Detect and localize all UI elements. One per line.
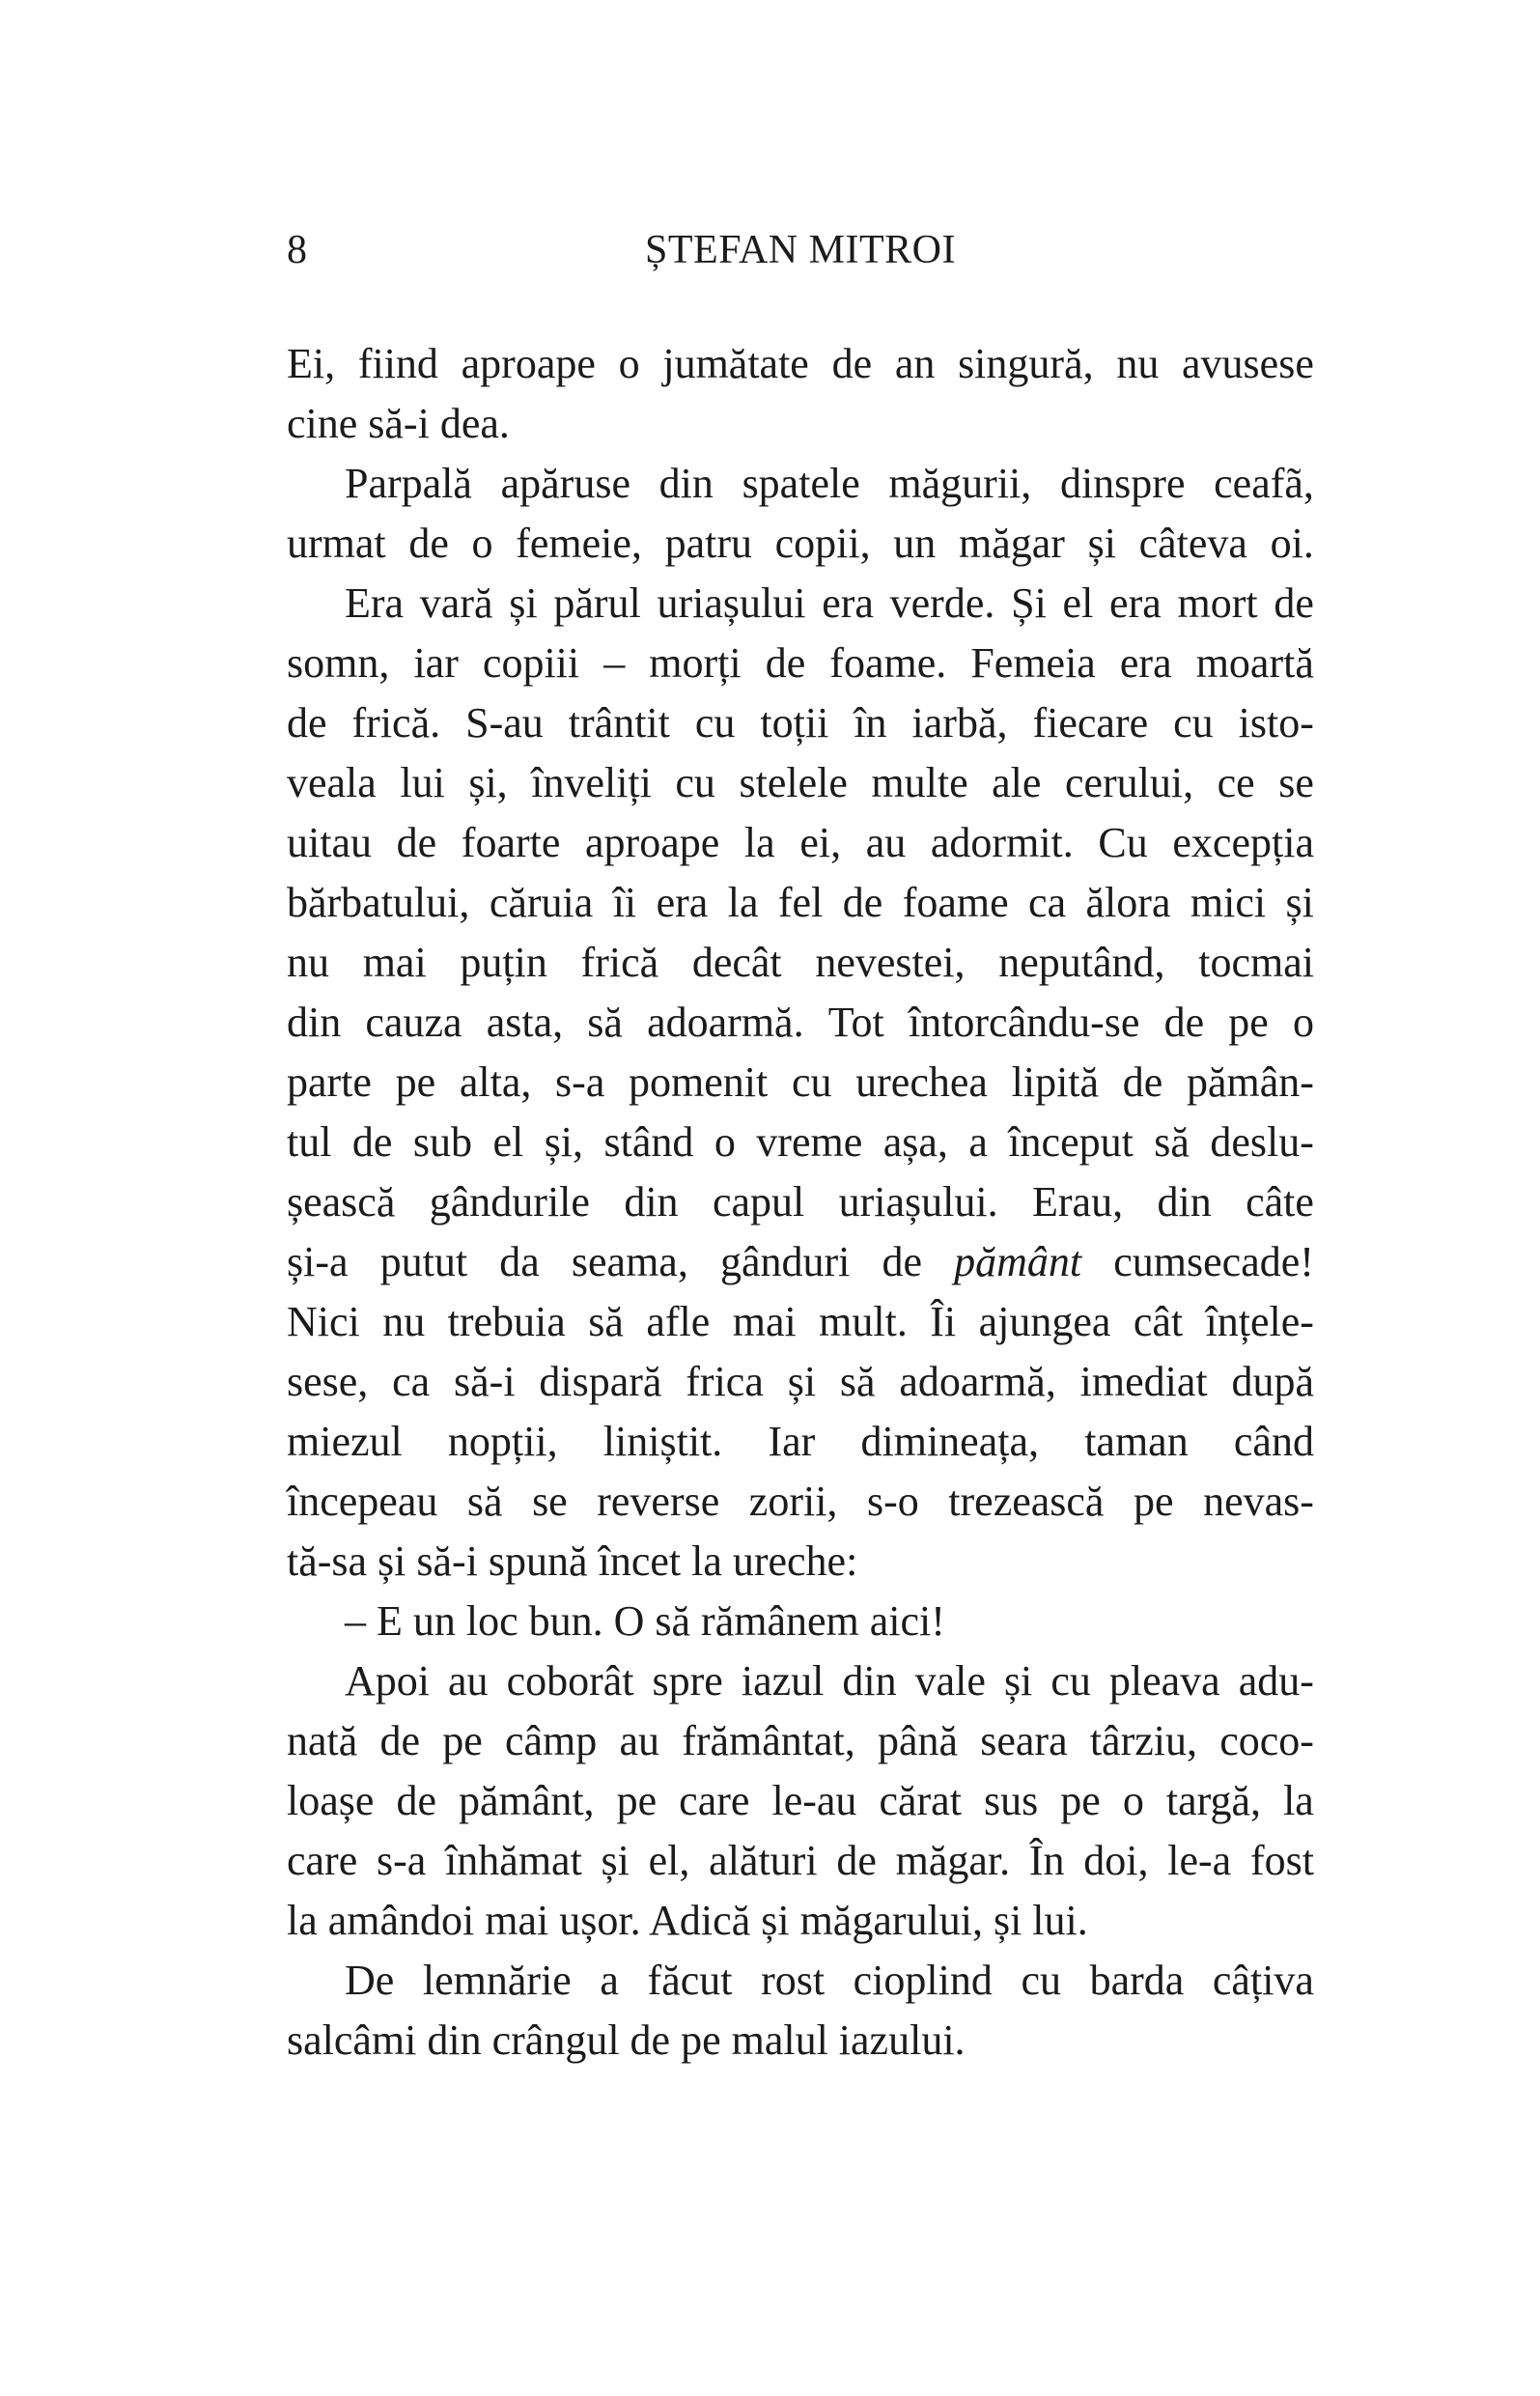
word: de xyxy=(831,340,873,387)
text-line xyxy=(287,1532,1314,1592)
word: veala xyxy=(287,759,377,806)
word: ei, xyxy=(799,819,842,866)
word: frică xyxy=(580,939,659,986)
word: cu xyxy=(1050,1657,1091,1705)
word: să xyxy=(587,999,623,1046)
word: o xyxy=(1293,999,1314,1046)
word: de xyxy=(1163,999,1205,1046)
word: când xyxy=(1233,1418,1314,1465)
word: a xyxy=(968,1118,988,1166)
text-line xyxy=(287,1771,1314,1831)
word: de xyxy=(351,1118,393,1166)
word: stând xyxy=(603,1118,694,1166)
word: Cu xyxy=(1098,819,1148,866)
text-line xyxy=(287,1891,1314,1951)
word: rost xyxy=(761,1957,826,2004)
word: s-o xyxy=(866,1478,919,1525)
word: iazul xyxy=(741,1657,825,1705)
word: loașe xyxy=(287,1777,375,1824)
word: de xyxy=(1274,579,1314,627)
word: urechea xyxy=(855,1058,988,1106)
word: frică. xyxy=(351,699,441,747)
word: pe xyxy=(616,1777,658,1824)
word: nu xyxy=(382,1298,426,1345)
word: Iar xyxy=(768,1418,816,1465)
word: și xyxy=(509,579,538,627)
word: Era xyxy=(345,579,405,627)
word: și xyxy=(1003,1657,1033,1705)
word: frica xyxy=(686,1358,764,1405)
word: tul xyxy=(287,1118,332,1166)
word: șească xyxy=(287,1178,396,1226)
word: În xyxy=(1028,1837,1065,1884)
word: din xyxy=(624,1178,679,1226)
word: uriașului xyxy=(657,579,806,627)
word: oi. xyxy=(1270,520,1314,567)
word: târziu, xyxy=(1089,1717,1197,1764)
word: s-a xyxy=(555,1058,605,1106)
text-line xyxy=(287,813,1314,873)
word: începeau xyxy=(287,1478,438,1525)
word: patru xyxy=(664,520,752,567)
word: de xyxy=(882,1238,923,1285)
word: puțin xyxy=(460,939,547,986)
word: alta, xyxy=(459,1058,532,1106)
word: Femeia xyxy=(970,639,1096,687)
word: pe xyxy=(395,1058,436,1106)
word: avusese xyxy=(1182,340,1314,387)
word: cumsecade! xyxy=(1113,1238,1314,1285)
word: să-i xyxy=(454,1358,516,1405)
word: el xyxy=(492,1118,524,1166)
word: măgar xyxy=(958,520,1065,567)
word: ca xyxy=(392,1358,431,1405)
word: imediat xyxy=(1079,1358,1208,1405)
word: lui xyxy=(400,759,445,806)
text-segment: tă-sa și să-i spună încet la ureche: xyxy=(287,1537,858,1585)
word: taman xyxy=(1084,1418,1189,1465)
word: de xyxy=(379,1717,421,1764)
word: reverse xyxy=(597,1478,720,1525)
page-text xyxy=(287,334,1314,2071)
word: și, xyxy=(468,759,508,806)
word: căruia xyxy=(489,879,594,926)
word: de xyxy=(396,1777,436,1824)
word: fiind xyxy=(357,340,438,387)
word: mai xyxy=(362,939,427,986)
text-line xyxy=(287,394,1314,454)
word: fiecare xyxy=(1032,699,1149,747)
word: uriașului. xyxy=(838,1178,998,1226)
word: neputând, xyxy=(998,939,1165,986)
word: așa, xyxy=(882,1118,948,1166)
word: barda xyxy=(1089,1957,1185,2004)
word: nevestei, xyxy=(815,939,966,986)
word: S-au xyxy=(465,699,544,747)
text-segment: – E un loc bun. O să rămânem aici! xyxy=(345,1597,945,1645)
word: targă, xyxy=(1165,1777,1262,1824)
word: câmp xyxy=(504,1717,598,1764)
word: iar xyxy=(413,639,459,687)
word: capul xyxy=(712,1178,805,1226)
word: pe xyxy=(1060,1777,1101,1824)
word: început xyxy=(1008,1118,1134,1166)
word: măgar. xyxy=(895,1837,1011,1884)
word: înhămat xyxy=(445,1837,582,1884)
word: Și xyxy=(1011,579,1047,627)
word: mult. xyxy=(819,1298,908,1345)
word: vale xyxy=(914,1657,986,1705)
word: femeie, xyxy=(516,520,642,567)
word: copii, xyxy=(774,520,871,567)
word: fost xyxy=(1249,1837,1314,1884)
word: ale xyxy=(992,759,1042,806)
word: era xyxy=(1109,579,1162,627)
word: câteva xyxy=(1138,520,1247,567)
word: lipită xyxy=(1011,1058,1100,1106)
text-line xyxy=(287,574,1314,634)
word: cu xyxy=(694,699,736,747)
word: adormit. xyxy=(930,819,1074,866)
word: un xyxy=(893,520,937,567)
word: și xyxy=(787,1358,817,1405)
text-line xyxy=(287,873,1314,933)
word: copiii xyxy=(482,639,580,687)
word: el xyxy=(1062,579,1094,627)
word: morți xyxy=(649,639,742,687)
word: o xyxy=(618,340,640,387)
word: nu xyxy=(287,939,329,986)
word: le-a xyxy=(1167,1837,1232,1884)
word: din xyxy=(658,460,714,507)
word: se xyxy=(1278,759,1314,806)
word: ceafã, xyxy=(1214,460,1314,507)
word: să xyxy=(1154,1118,1190,1166)
word: și xyxy=(1087,520,1116,567)
text-line xyxy=(287,1831,1314,1891)
word: cerului, xyxy=(1064,759,1194,806)
word: cioplind xyxy=(853,1957,993,2004)
page-number: 8 xyxy=(287,228,307,272)
word: dispară xyxy=(539,1358,662,1405)
word: cauza xyxy=(365,999,462,1046)
word: seama, xyxy=(571,1238,688,1285)
word: somn, xyxy=(287,639,390,687)
word: fel xyxy=(777,879,824,926)
word: făcut xyxy=(647,1957,733,2004)
word: să xyxy=(839,1358,876,1405)
word: trântit xyxy=(568,699,670,747)
word: lemnărie xyxy=(422,1957,572,2004)
word: și xyxy=(1285,879,1314,926)
word: putut xyxy=(379,1238,468,1285)
word: de xyxy=(765,639,806,687)
text-segment: salcâmi din crângul de pe malul iazului. xyxy=(287,2016,966,2064)
word: dimineața, xyxy=(860,1418,1039,1465)
word: frământat, xyxy=(682,1717,855,1764)
text-line xyxy=(287,1651,1314,1711)
word: era xyxy=(656,879,709,926)
word: seara xyxy=(980,1717,1068,1764)
word: mai xyxy=(732,1298,797,1345)
word: câțiva xyxy=(1212,1957,1314,2004)
word: gândurile xyxy=(429,1178,590,1226)
word: măgurii, xyxy=(888,460,1032,507)
word: pleava xyxy=(1108,1657,1220,1705)
word: care xyxy=(287,1837,358,1884)
text-line xyxy=(287,1113,1314,1172)
word: pe xyxy=(1134,1478,1174,1525)
word: trezească xyxy=(948,1478,1105,1525)
word: să xyxy=(466,1478,503,1525)
word: sub xyxy=(412,1118,473,1166)
word: înveliți xyxy=(531,759,652,806)
text-line xyxy=(287,514,1314,574)
word: Nici xyxy=(287,1298,360,1345)
word: moartă xyxy=(1195,639,1314,687)
word: câte xyxy=(1246,1178,1314,1226)
word: coborât xyxy=(506,1657,634,1705)
word: la xyxy=(727,879,759,926)
word: afle xyxy=(646,1298,711,1345)
text-line xyxy=(287,1412,1314,1472)
word: – xyxy=(603,639,626,687)
word: din xyxy=(1157,1178,1212,1226)
word: adoarmă. xyxy=(647,999,804,1046)
word: o xyxy=(714,1118,736,1166)
word: ajungea xyxy=(978,1298,1111,1345)
word: Parpală xyxy=(345,460,472,507)
word: alături xyxy=(709,1837,818,1884)
word: Erau, xyxy=(1032,1178,1124,1226)
text-line xyxy=(287,933,1314,993)
word: cu xyxy=(1021,1957,1061,2004)
text-segment: la amândoi mai ușor. Adică și măgarului, și lui. xyxy=(287,1897,1088,1944)
word: sese, xyxy=(287,1358,369,1405)
word: și, xyxy=(544,1118,584,1166)
word: uitau xyxy=(287,819,372,866)
word: în xyxy=(854,699,887,747)
word: aproape xyxy=(461,340,596,387)
word: foarte xyxy=(461,819,561,866)
word: trebuia xyxy=(447,1298,566,1345)
text-line xyxy=(287,1172,1314,1232)
text-line xyxy=(287,2011,1314,2071)
word: stelele xyxy=(739,759,848,806)
word: de xyxy=(842,879,883,926)
word: cu xyxy=(675,759,715,806)
text-line xyxy=(287,334,1314,394)
word: da xyxy=(499,1238,540,1285)
word: de xyxy=(396,819,437,866)
word: nopții, xyxy=(447,1418,558,1465)
word: vreme xyxy=(756,1118,863,1166)
text-line xyxy=(287,454,1314,514)
text-line xyxy=(287,1711,1314,1771)
word: sus xyxy=(983,1777,1039,1824)
word: isto- xyxy=(1238,699,1314,747)
word: cu xyxy=(1173,699,1214,747)
text-line xyxy=(287,1232,1314,1292)
word: Îi xyxy=(930,1298,957,1345)
word: toții xyxy=(760,699,829,747)
word: pământ, xyxy=(459,1777,595,1824)
word: după xyxy=(1231,1358,1314,1405)
word: tocmai xyxy=(1198,939,1314,986)
word: nată xyxy=(287,1717,358,1764)
word: verde. xyxy=(889,579,995,627)
word: spre xyxy=(652,1657,723,1705)
word: De xyxy=(345,1957,395,2004)
word: coco- xyxy=(1219,1717,1314,1764)
text-line xyxy=(287,1592,1314,1651)
word: iarbă, xyxy=(911,699,1008,747)
word: parte xyxy=(287,1058,372,1106)
word: bărbatului, xyxy=(287,879,470,926)
word: singură, xyxy=(958,340,1094,387)
word: dinspre xyxy=(1059,460,1186,507)
word: adoarmă, xyxy=(899,1358,1056,1405)
word: era xyxy=(1119,639,1172,687)
word: gânduri xyxy=(719,1238,851,1285)
text-line xyxy=(287,693,1314,753)
page-header xyxy=(287,226,1314,274)
word: de xyxy=(408,520,449,567)
word: să xyxy=(588,1298,624,1345)
word: pe xyxy=(1228,999,1269,1046)
word: spatele xyxy=(742,460,860,507)
word: foame xyxy=(902,879,1009,926)
running-title: ȘTEFAN MITROI xyxy=(645,228,956,272)
text-line xyxy=(287,1352,1314,1412)
text-line xyxy=(287,1292,1314,1352)
text-line xyxy=(287,753,1314,813)
word: mort xyxy=(1177,579,1258,627)
word: până xyxy=(877,1717,959,1764)
word: au xyxy=(865,819,907,866)
text-line xyxy=(287,1053,1314,1113)
word: foame. xyxy=(829,639,947,687)
word: excepția xyxy=(1172,819,1314,866)
word: aproape xyxy=(585,819,720,866)
word: de xyxy=(1122,1058,1163,1106)
word: au xyxy=(448,1657,489,1705)
word: a xyxy=(600,1957,619,2004)
word: zorii, xyxy=(748,1478,838,1525)
word: le-au xyxy=(771,1777,857,1824)
word: miezul xyxy=(287,1418,403,1465)
word: el, xyxy=(648,1837,690,1884)
word: cu xyxy=(791,1058,832,1106)
word: părul xyxy=(553,579,641,627)
word: cărat xyxy=(879,1777,962,1824)
word: pământ xyxy=(954,1238,1082,1285)
word: Tot xyxy=(827,999,884,1046)
word: o xyxy=(471,520,493,567)
word: o xyxy=(1122,1777,1144,1824)
word: pomenit xyxy=(629,1058,769,1106)
text-line xyxy=(287,1951,1314,2011)
word: din xyxy=(842,1657,897,1705)
word: întorcându-se xyxy=(908,999,1140,1046)
word: jumătate xyxy=(662,340,809,387)
word: ălora xyxy=(1085,879,1171,926)
word: apăruse xyxy=(500,460,630,507)
word: mici xyxy=(1190,879,1267,926)
word: și xyxy=(601,1837,630,1884)
text-line xyxy=(287,1472,1314,1532)
word: doi, xyxy=(1083,1837,1149,1884)
word: cât xyxy=(1133,1298,1184,1345)
text-segment: cine să-i dea. xyxy=(287,400,510,447)
word: asta, xyxy=(486,999,564,1046)
word: decât xyxy=(691,939,782,986)
word: la xyxy=(743,819,775,866)
word: liniștit. xyxy=(602,1418,723,1465)
word: an xyxy=(894,340,936,387)
word: și-a xyxy=(287,1238,349,1285)
word: adu- xyxy=(1238,1657,1314,1705)
word: urmat xyxy=(287,520,386,567)
word: nu xyxy=(1116,340,1160,387)
word: îi xyxy=(612,879,637,926)
word: ca xyxy=(1028,879,1067,926)
word: era xyxy=(822,579,874,627)
word: vară xyxy=(419,579,493,627)
word: de xyxy=(287,699,327,747)
word: s-a xyxy=(377,1837,427,1884)
word: înțele- xyxy=(1205,1298,1314,1345)
word: deslu- xyxy=(1210,1118,1314,1166)
word: de xyxy=(836,1837,877,1884)
word: ce xyxy=(1217,759,1255,806)
word: din xyxy=(287,999,342,1046)
word: pămân- xyxy=(1186,1058,1314,1106)
word: se xyxy=(532,1478,568,1525)
word: multe xyxy=(871,759,968,806)
word: Ei, xyxy=(287,340,336,387)
text-line xyxy=(287,634,1314,693)
word: Apoi xyxy=(345,1657,430,1705)
word: au xyxy=(619,1717,659,1764)
text-line xyxy=(287,993,1314,1053)
word: nevas- xyxy=(1203,1478,1314,1525)
word: pe xyxy=(442,1717,483,1764)
word: la xyxy=(1283,1777,1314,1824)
word: care xyxy=(679,1777,750,1824)
